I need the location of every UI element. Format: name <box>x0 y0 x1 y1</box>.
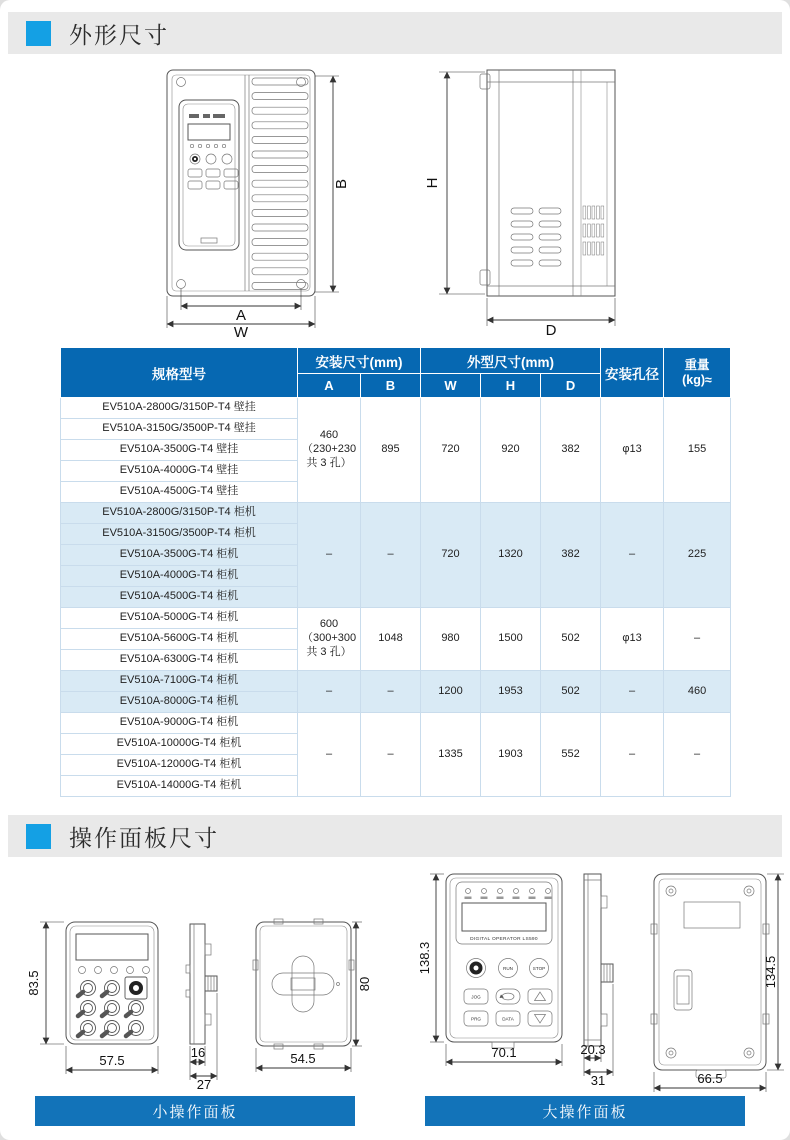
small-panel-back-body <box>253 919 354 1049</box>
table-row <box>61 503 731 524</box>
model-cell: EV510A-6300G-T4 柜机 <box>61 650 298 671</box>
dim-label-large-depth2: 31 <box>590 1073 606 1088</box>
dimension-large-depth1 <box>580 1042 605 1076</box>
col-header-weight: 重量 (kg)≈ <box>664 348 731 398</box>
table-row <box>61 671 731 692</box>
hole-cell: – <box>601 503 664 608</box>
d-cell: 552 <box>541 713 601 797</box>
dimension-h <box>424 72 485 294</box>
dim-label-small-back-height: 80 <box>357 976 372 992</box>
small-panel-back-drawing <box>246 910 371 1090</box>
weight-cell: 460 <box>664 671 731 713</box>
hole-cell: – <box>601 713 664 797</box>
section-header-panel <box>8 815 782 857</box>
section-title: 操作面板尺寸 <box>69 824 219 851</box>
large-panel-body <box>446 874 562 1048</box>
table-row <box>61 608 731 629</box>
stop-button-label: STOP <box>532 965 546 971</box>
a-cell: – <box>298 671 361 713</box>
model-cell: EV510A-14000G-T4 柜机 <box>61 776 298 797</box>
dimension-small-depth1 <box>190 1045 205 1080</box>
data-button-label: DATA <box>502 1016 514 1022</box>
model-cell: EV510A-7100G-T4 柜机 <box>61 671 298 692</box>
large-panel-caption: 大操作面板 <box>542 1103 628 1121</box>
model-cell: EV510A-2800G/3150P-T4 壁挂 <box>61 398 298 419</box>
dim-label-small-depth1: 16 <box>190 1045 206 1060</box>
run-button-label: RUN <box>503 965 513 971</box>
model-cell: EV510A-2800G/3150P-T4 柜机 <box>61 503 298 524</box>
dim-label-d: D <box>545 322 557 339</box>
col-header-hole: 安装孔径 <box>601 348 664 398</box>
display-caption: DIGITAL OPERATOR LS590 <box>470 937 538 942</box>
a-cell: 460（230+230 共 3 孔） <box>298 398 361 503</box>
inverter-keypad <box>179 100 239 250</box>
col-header-w: W <box>421 374 481 398</box>
model-cell: EV510A-8000G-T4 柜机 <box>61 692 298 713</box>
model-cell: EV510A-4500G-T4 柜机 <box>61 587 298 608</box>
dim-label-large-back-width: 66.5 <box>697 1071 723 1086</box>
small-panel-side-body <box>186 924 217 1044</box>
w-cell: 1200 <box>421 671 481 713</box>
h-cell: 920 <box>481 398 541 503</box>
small-panel-side-drawing <box>176 910 234 1090</box>
hole-cell: – <box>601 671 664 713</box>
inverter-side-view-drawing <box>425 62 650 338</box>
large-panel-side-drawing <box>568 866 634 1096</box>
small-panel-caption-bar <box>35 1096 355 1126</box>
small-panel-caption: 小操作面板 <box>152 1103 238 1121</box>
col-header-mount: 安装尺寸(mm) <box>298 348 421 374</box>
weight-cell: 155 <box>664 398 731 503</box>
h-cell: 1500 <box>481 608 541 671</box>
small-panel-body <box>66 922 158 1044</box>
dim-label-small-back-width: 54.5 <box>290 1051 316 1066</box>
col-header-b: B <box>361 374 421 398</box>
col-header-model: 规格型号 <box>61 348 298 398</box>
w-cell: 1335 <box>421 713 481 797</box>
model-cell: EV510A-3150G/3500P-T4 柜机 <box>61 524 298 545</box>
model-cell: EV510A-5600G-T4 柜机 <box>61 629 298 650</box>
jog-button-label: JOG <box>471 994 481 1000</box>
inverter-side-body <box>480 70 615 296</box>
model-cell: EV510A-12000G-T4 柜机 <box>61 755 298 776</box>
col-header-h: H <box>481 374 541 398</box>
b-cell: – <box>361 713 421 797</box>
w-cell: 720 <box>421 398 481 503</box>
weight-cell: 225 <box>664 503 731 608</box>
table-row <box>61 398 731 419</box>
d-cell: 502 <box>541 671 601 713</box>
dim-label-a: A <box>235 307 247 324</box>
dim-label-large-height: 138.3 <box>417 941 432 975</box>
a-cell: – <box>298 503 361 608</box>
model-cell: EV510A-3500G-T4 壁挂 <box>61 440 298 461</box>
dimension-small-back-width <box>256 1048 351 1072</box>
d-cell: 382 <box>541 398 601 503</box>
b-cell: – <box>361 671 421 713</box>
model-cell: EV510A-10000G-T4 柜机 <box>61 734 298 755</box>
dim-label-h: H <box>424 177 441 189</box>
col-header-outline: 外型尺寸(mm) <box>421 348 601 374</box>
dimension-small-height <box>26 922 64 1044</box>
dim-label-large-back-height: 134.5 <box>763 955 778 989</box>
model-cell: EV510A-4500G-T4 壁挂 <box>61 482 298 503</box>
dimension-d <box>487 298 615 339</box>
hole-cell: φ13 <box>601 398 664 503</box>
dim-label-w: W <box>233 324 249 341</box>
w-cell: 720 <box>421 503 481 608</box>
table-row <box>61 713 731 734</box>
dimension-large-back-width <box>654 1071 766 1092</box>
d-cell: 502 <box>541 608 601 671</box>
weight-cell: – <box>664 608 731 671</box>
dim-label-small-height: 83.5 <box>26 970 41 996</box>
section-header-outline <box>8 12 782 54</box>
large-panel-back-body <box>651 874 769 1078</box>
model-cell: EV510A-3150G/3500P-T4 壁挂 <box>61 419 298 440</box>
d-cell: 382 <box>541 503 601 608</box>
w-cell: 980 <box>421 608 481 671</box>
b-cell: 1048 <box>361 608 421 671</box>
large-panel-front-drawing <box>417 866 570 1096</box>
small-panel-front-drawing <box>28 910 173 1090</box>
dimension-b <box>315 76 350 292</box>
dim-label-b: B <box>333 178 350 190</box>
section-bullet-icon <box>26 21 51 46</box>
dim-label-small-depth2: 27 <box>196 1077 212 1092</box>
model-cell: EV510A-9000G-T4 柜机 <box>61 713 298 734</box>
large-panel-caption-bar <box>425 1096 745 1126</box>
b-cell: 895 <box>361 398 421 503</box>
dim-label-large-depth1: 20.3 <box>580 1042 606 1057</box>
col-header-a: A <box>298 374 361 398</box>
b-cell: – <box>361 503 421 608</box>
spec-table <box>60 347 731 797</box>
large-panel-back-drawing <box>644 866 790 1096</box>
dim-label-large-width: 70.1 <box>491 1045 517 1060</box>
inverter-front-view-drawing <box>155 62 350 341</box>
h-cell: 1320 <box>481 503 541 608</box>
model-cell: EV510A-5000G-T4 柜机 <box>61 608 298 629</box>
section-title: 外形尺寸 <box>69 21 169 48</box>
a-cell: 600（300+300 共 3 孔） <box>298 608 361 671</box>
dimension-large-height <box>417 874 444 1042</box>
h-cell: 1953 <box>481 671 541 713</box>
col-header-d: D <box>541 374 601 398</box>
dim-label-small-width: 57.5 <box>99 1053 125 1068</box>
hole-cell: φ13 <box>601 608 664 671</box>
a-cell: – <box>298 713 361 797</box>
dimension-small-width <box>66 1046 158 1074</box>
section-bullet-icon <box>26 824 51 849</box>
dimension-large-width <box>446 1044 562 1066</box>
prg-button-label: PRG <box>471 1016 481 1022</box>
weight-cell: – <box>664 713 731 797</box>
dimension-small-back-height <box>352 922 372 1046</box>
model-cell: EV510A-3500G-T4 柜机 <box>61 545 298 566</box>
model-cell: EV510A-4000G-T4 壁挂 <box>61 461 298 482</box>
model-cell: EV510A-4000G-T4 柜机 <box>61 566 298 587</box>
h-cell: 1903 <box>481 713 541 797</box>
large-panel-side-body <box>584 874 613 1046</box>
